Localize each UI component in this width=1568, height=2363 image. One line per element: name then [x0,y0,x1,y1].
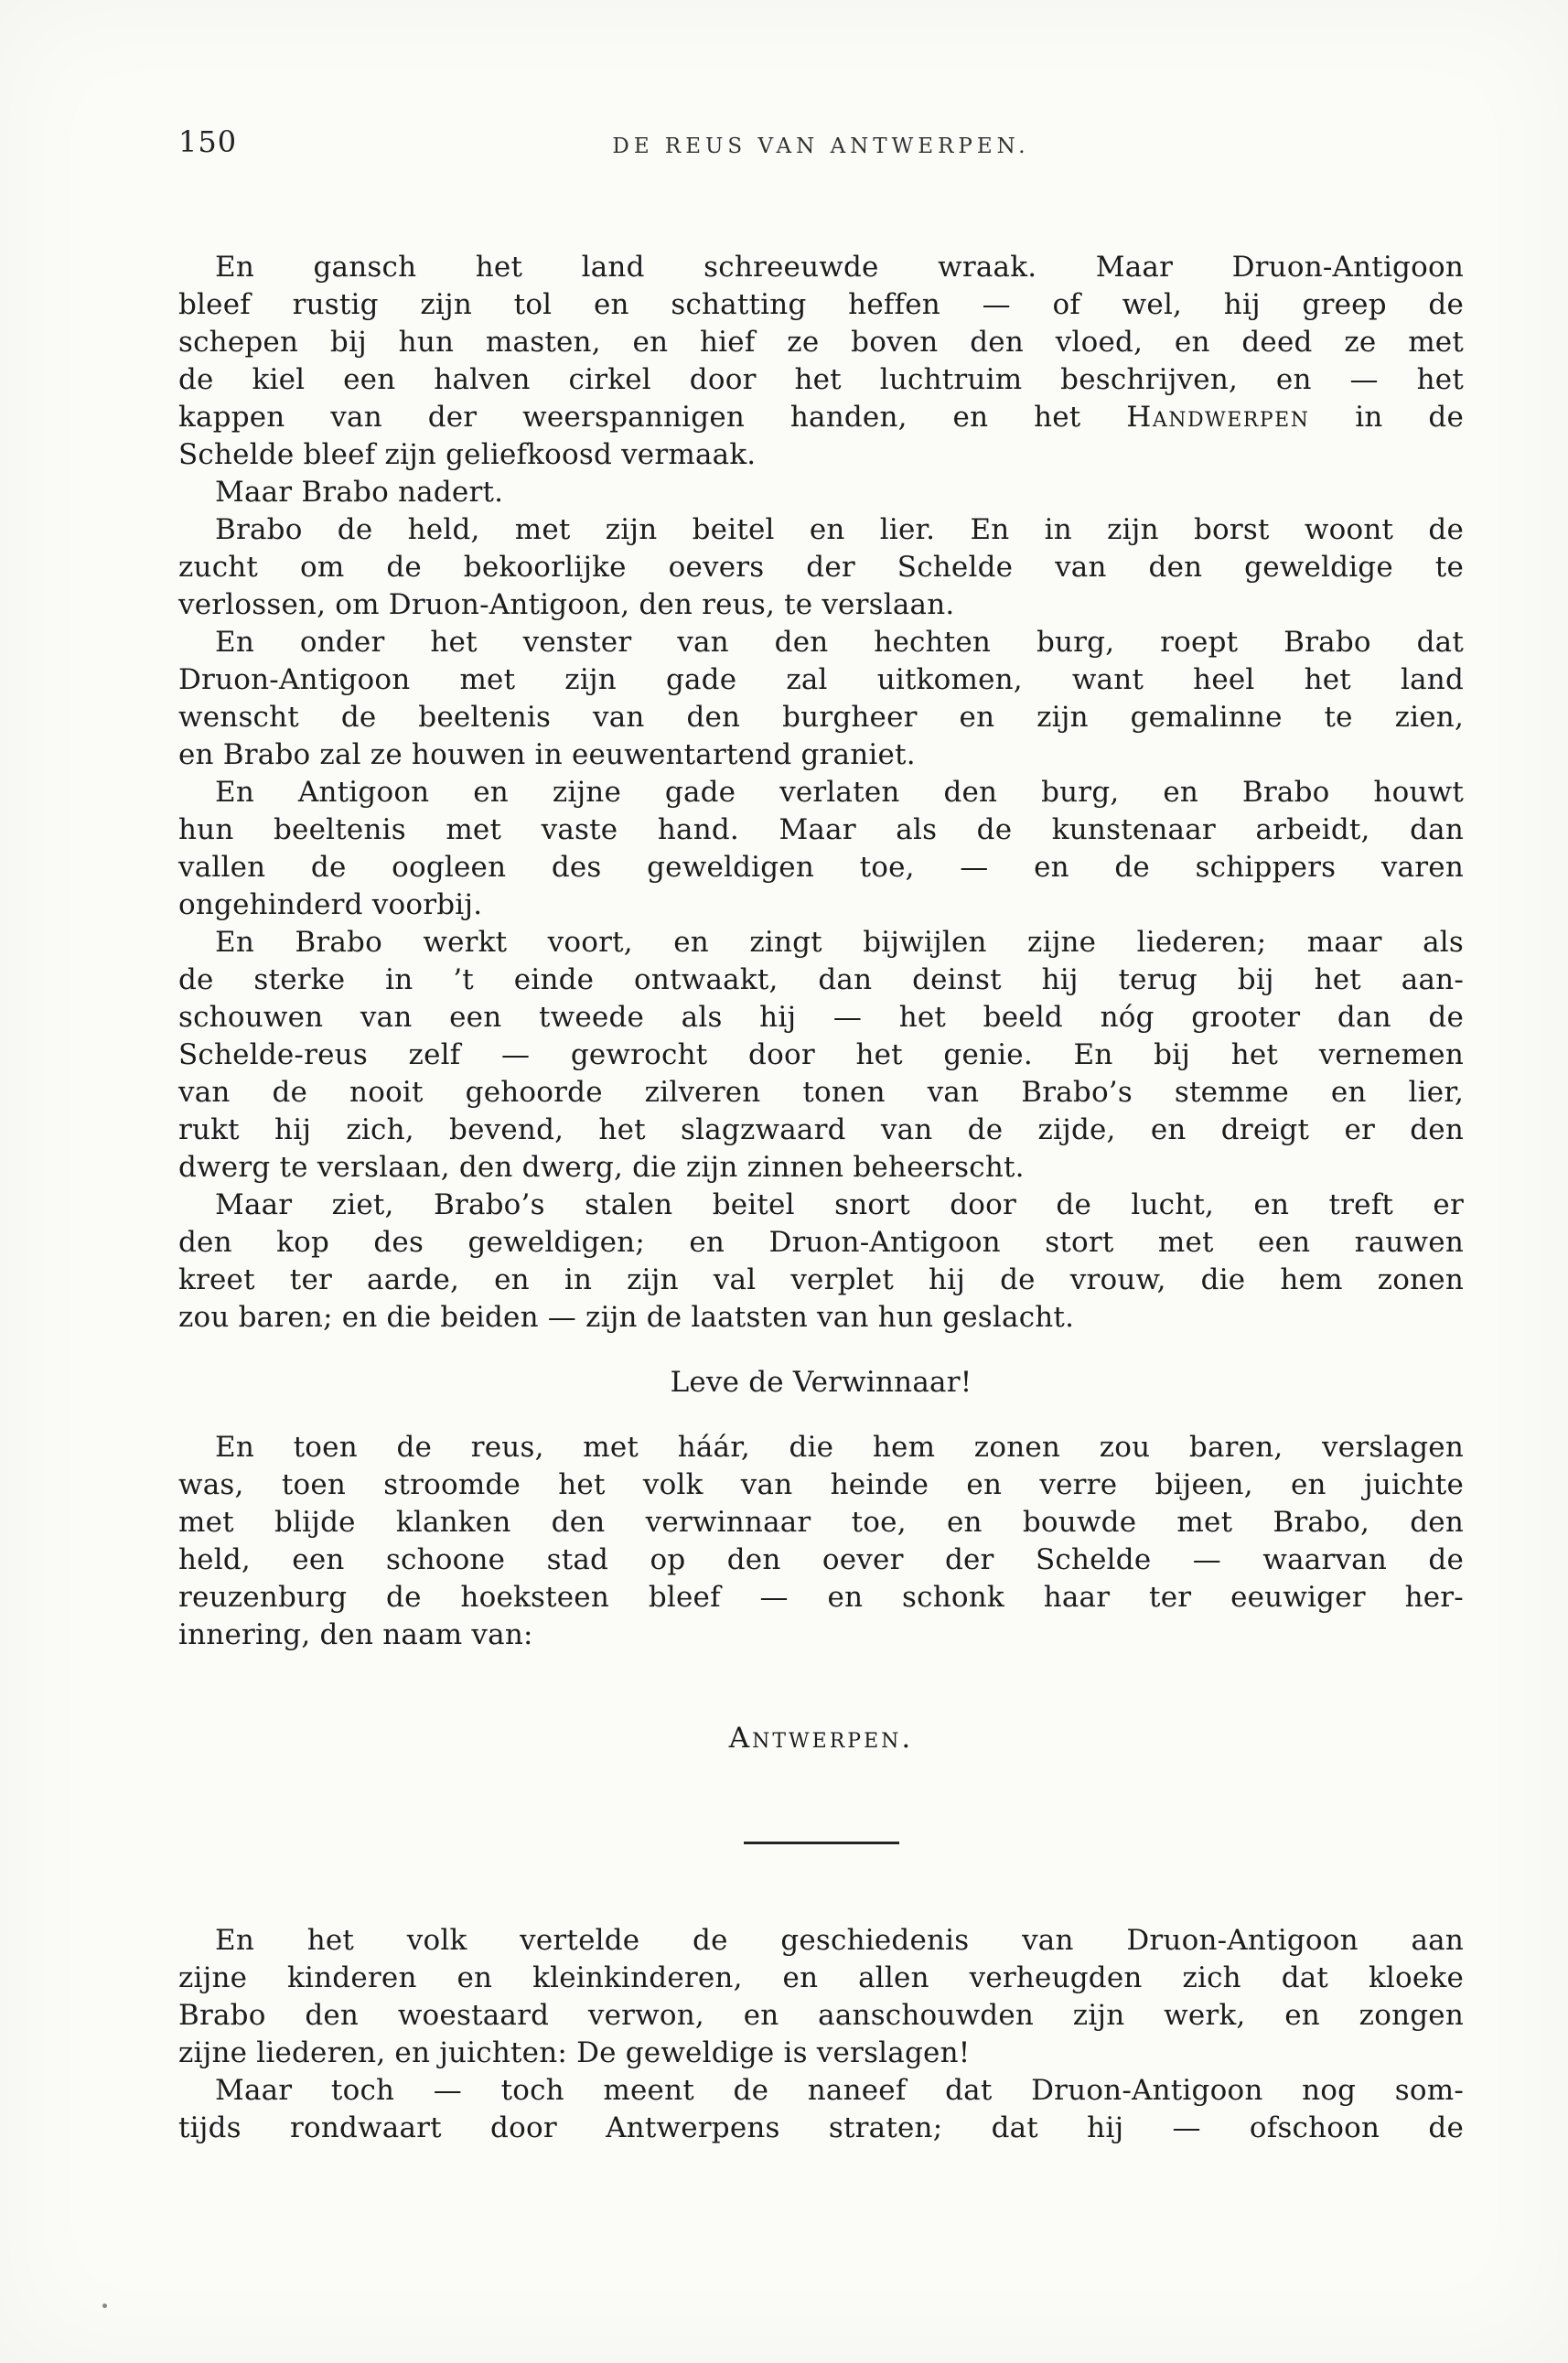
text-line [178,661,1464,699]
text-segment: innering, den naam van: [178,1618,533,1651]
text-segment: kappen van der weerspannigen handen, en het [178,401,1127,434]
text-line [178,1299,1464,1337]
scan-artifact-dot [102,2304,107,2308]
text-segment: En Antigoon en zijne gade verlaten den burg, en Brabo houwt [215,776,1464,809]
text-segment: de sterke in ’t einde ontwaakt, dan deinst hij terug bij het aan- [178,963,1464,996]
section-divider [744,1842,899,1844]
text-line [178,436,1464,474]
text-segment: de kiel een halven cirkel door het luchtruim beschrijven, en — het [178,363,1464,396]
paragraph [178,2072,1464,2147]
text-line [178,2072,1464,2110]
text-segment: reuzenburg de hoeksteen bleef — en schonk haar ter eeuwiger her- [178,1581,1464,1614]
text-segment: vallen de oogleen des geweldigen toe, — en de schippers varen [178,851,1464,884]
text-segment: Maar Brabo nadert. [215,476,504,509]
paragraph [178,924,1464,1187]
text-segment: Schelde-reus zelf — gewrocht door het genie. En bij het vernemen [178,1038,1464,1071]
smallcaps-text: Handwerpen [1126,401,1310,434]
text-line [178,511,1464,549]
text-line [178,399,1464,436]
text-line [178,1466,1464,1504]
text-line [178,249,1464,286]
text-line [178,811,1464,849]
text-segment: schouwen van een tweede als hij — het beeld nóg grooter dan de [178,1001,1464,1034]
text-line [178,1187,1464,1224]
text-line [178,736,1464,774]
text-line [178,1922,1464,1960]
paragraph [178,774,1464,924]
text-segment: Brabo de held, met zijn beitel en lier. En in zijn borst woont de [215,513,1464,546]
text-line [178,1036,1464,1074]
text-line [178,1074,1464,1112]
text-segment: En gansch het land schreeuwde wraak. Maar Druon-Antigoon [215,251,1464,284]
text-line [178,886,1464,924]
text-line [178,2035,1464,2072]
text-segment: wenscht de beeltenis van den burgheer en zijn gemalinne te zien, [178,701,1464,734]
text-line [178,286,1464,324]
paragraph [178,1922,1464,2072]
text-line [178,961,1464,999]
text-line [178,474,1464,511]
text-segment: zijne kinderen en kleinkinderen, en allen verheugden zich dat kloeke [178,1961,1464,1994]
text-segment: van de nooit gehoorde zilveren tonen van Brabo’s stemme en lier, [178,1076,1464,1109]
text-segment: hun beeltenis met vaste hand. Maar als de kunstenaar arbeidt, dan [178,813,1464,846]
text-line [178,999,1464,1036]
paragraph [178,1187,1464,1337]
text-line [178,1997,1464,2035]
text-segment: verlossen, om Druon-Antigoon, den reus, te verslaan. [178,588,955,621]
page-content-area [178,124,1464,2147]
text-line [178,1504,1464,1541]
text-line [178,2110,1464,2147]
text-segment: En Brabo werkt voort, en zingt bijwijlen zijne liederen; maar als [215,926,1464,959]
text-line [178,774,1464,811]
text-segment: zucht om de bekoorlijke oevers der Schelde van den geweldige te [178,551,1464,584]
antwerpen-title: Antwerpen. [728,1722,914,1755]
text-segment: En het volk vertelde de geschiedenis van Druon-Antigoon aan [215,1924,1464,1957]
text-segment: Druon-Antigoon met zijn gade zal uitkomen, want heel het land [178,663,1464,696]
text-segment: met blijde klanken den verwinnaar toe, en bouwde met Brabo, den [178,1506,1464,1539]
text-line [178,699,1464,736]
victory-exclamation: Leve de Verwinnaar! [670,1366,972,1399]
page-number: 150 [178,124,238,159]
text-segment: En toen de reus, met háár, die hem zonen zou baren, verslagen [215,1431,1464,1464]
paragraph [178,624,1464,774]
text-line [178,1149,1464,1187]
text-line [178,1579,1464,1617]
text-segment: schepen bij hun masten, en hief ze boven den vloed, en deed ze met [178,326,1464,359]
text-segment: kreet ter aarde, en in zijn val verplet hij de vrouw, die hem zonen [178,1263,1464,1296]
text-segment: Maar ziet, Brabo’s stalen beitel snort door de lucht, en treft er [215,1188,1464,1221]
text-line [178,324,1464,361]
text-segment: bleef rustig zijn tol en schatting heffen — of wel, hij greep de [178,288,1464,321]
text-line [178,1262,1464,1299]
text-line [178,1541,1464,1579]
text-line [178,361,1464,399]
page-header [178,124,1464,165]
text-line [178,549,1464,586]
text-line [178,849,1464,886]
text-line [178,624,1464,661]
text-segment: Schelde bleef zijn geliefkoosd vermaak. [178,438,757,471]
text-segment: rukt hij zich, bevend, het slagzwaard van de zijde, en dreigt er den [178,1113,1464,1146]
paragraph [178,1429,1464,1654]
text-segment: tijds rondwaart door Antwerpens straten; dat hij — ofschoon de [178,2111,1464,2144]
paragraph [178,474,1464,511]
text-segment: En onder het venster van den hechten burg, roept Brabo dat [215,626,1464,659]
text-segment: was, toen stroomde het volk van heinde en verre bijeen, en juichte [178,1468,1464,1501]
text-line [178,586,1464,624]
text-segment: den kop des geweldigen; en Druon-Antigoon stort met een rauwen [178,1226,1464,1259]
text-line [178,1960,1464,1997]
text-line [178,1224,1464,1262]
text-segment: zijne liederen, en juichten: De geweldige is verslagen! [178,2036,971,2069]
text-segment: Brabo den woestaard verwon, en aanschouwden zijn werk, en zongen [178,1999,1464,2032]
text-line [178,1429,1464,1466]
paragraph [178,511,1464,624]
text-line [178,1617,1464,1654]
text-line [178,1112,1464,1149]
text-line [178,924,1464,961]
text-segment: Maar toch — toch meent de naneef dat Druon-Antigoon nog som- [215,2074,1464,2107]
running-title: DE REUS VAN ANTWERPEN. [612,134,1030,158]
text-segment: ongehinderd voorbij. [178,888,483,921]
text-segment: en Brabo zal ze houwen in eeuwentartend graniet. [178,738,916,771]
text-segment: dwerg te verslaan, den dwerg, die zijn zinnen beheerscht. [178,1151,1025,1184]
text-segment: in de [1309,401,1464,434]
page-body [178,249,1464,2147]
text-segment: held, een schoone stad op den oever der Schelde — waarvan de [178,1543,1464,1576]
paragraph [178,249,1464,474]
text-segment: zou baren; en die beiden — zijn de laatsten van hun geslacht. [178,1301,1075,1334]
